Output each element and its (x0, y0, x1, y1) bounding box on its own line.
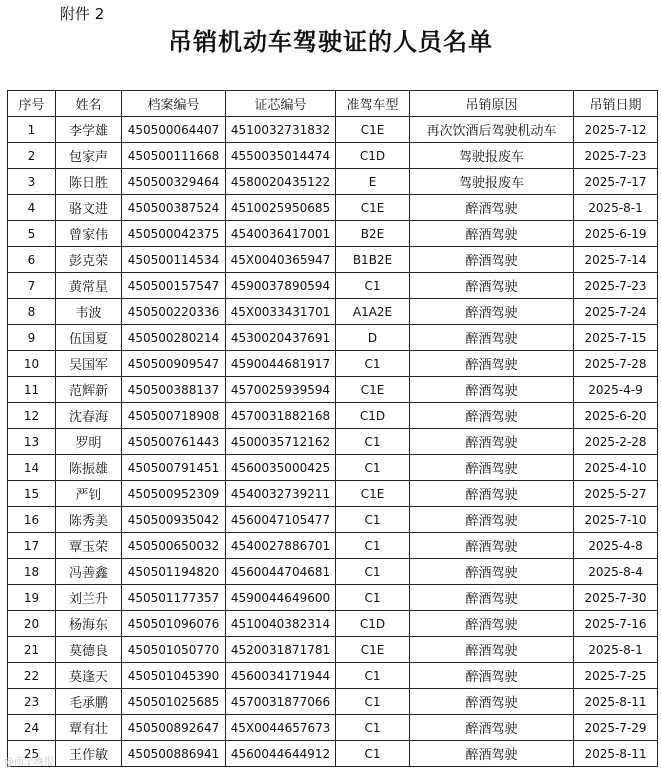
cell-file-number: 450500111668 (122, 143, 226, 169)
cell-chip-number: 4590037890594 (226, 273, 336, 299)
cell-chip-number: 4540027886701 (226, 533, 336, 559)
header-vehicle-class: 准驾车型 (336, 91, 410, 117)
cell-vehicle-class: B1B2E (336, 247, 410, 273)
cell-name: 吴国军 (56, 351, 122, 377)
cell-file-number: 450500886941 (122, 741, 226, 767)
cell-reason: 驾驶报废车 (410, 169, 574, 195)
cell-index: 12 (8, 403, 56, 429)
table-row (8, 559, 658, 585)
cell-index: 8 (8, 299, 56, 325)
cell-vehicle-class: C1 (336, 741, 410, 767)
cell-name: 李学雄 (56, 117, 122, 143)
cell-chip-number: 4580020435122 (226, 169, 336, 195)
table-row (8, 741, 658, 767)
cell-vehicle-class: C1E (336, 195, 410, 221)
cell-chip-number: 4500035712162 (226, 429, 336, 455)
cell-reason: 醉酒驾驶 (410, 403, 574, 429)
table-row (8, 429, 658, 455)
cell-chip-number: 4550035014474 (226, 143, 336, 169)
table-row (8, 533, 658, 559)
cell-date: 2025-7-25 (574, 663, 658, 689)
table-row (8, 715, 658, 741)
cell-vehicle-class: C1E (336, 481, 410, 507)
cell-date: 2025-7-10 (574, 507, 658, 533)
cell-date: 2025-7-23 (574, 143, 658, 169)
cell-reason: 醉酒驾驶 (410, 455, 574, 481)
cell-file-number: 450501050770 (122, 637, 226, 663)
cell-name: 杨海东 (56, 611, 122, 637)
cell-file-number: 450501096076 (122, 611, 226, 637)
cell-file-number: 450500387524 (122, 195, 226, 221)
cell-reason: 醉酒驾驶 (410, 637, 574, 663)
cell-date: 2025-4-10 (574, 455, 658, 481)
cell-date: 2025-2-28 (574, 429, 658, 455)
cell-index: 4 (8, 195, 56, 221)
cell-date: 2025-7-28 (574, 351, 658, 377)
cell-date: 2025-7-24 (574, 299, 658, 325)
cell-reason: 醉酒驾驶 (410, 481, 574, 507)
cell-vehicle-class: C1 (336, 585, 410, 611)
table-row (8, 377, 658, 403)
cell-chip-number: 45X0044657673 (226, 715, 336, 741)
cell-index: 18 (8, 559, 56, 585)
cell-index: 23 (8, 689, 56, 715)
cell-chip-number: 4560044644912 (226, 741, 336, 767)
cell-name: 莫逢天 (56, 663, 122, 689)
header-name: 姓名 (56, 91, 122, 117)
cell-file-number: 450501045390 (122, 663, 226, 689)
cell-vehicle-class: C1 (336, 429, 410, 455)
cell-file-number: 450500791451 (122, 455, 226, 481)
cell-chip-number: 4590044649600 (226, 585, 336, 611)
cell-reason: 驾驶报废车 (410, 143, 574, 169)
cell-name: 黄常星 (56, 273, 122, 299)
cell-vehicle-class: C1D (336, 143, 410, 169)
table-header-row (8, 91, 658, 117)
cell-reason: 醉酒驾驶 (410, 559, 574, 585)
table-row (8, 299, 658, 325)
cell-chip-number: 4570025939594 (226, 377, 336, 403)
cell-name: 彭克荣 (56, 247, 122, 273)
cell-file-number: 450500064407 (122, 117, 226, 143)
cell-vehicle-class: C1E (336, 377, 410, 403)
cell-index: 7 (8, 273, 56, 299)
cell-reason: 再次饮酒后驾驶机动车 (410, 117, 574, 143)
cell-reason: 醉酒驾驶 (410, 325, 574, 351)
cell-index: 22 (8, 663, 56, 689)
table-row (8, 663, 658, 689)
cell-reason: 醉酒驾驶 (410, 715, 574, 741)
cell-reason: 醉酒驾驶 (410, 247, 574, 273)
table-row (8, 689, 658, 715)
cell-file-number: 450500909547 (122, 351, 226, 377)
cell-reason: 醉酒驾驶 (410, 429, 574, 455)
cell-index: 17 (8, 533, 56, 559)
cell-date: 2025-8-1 (574, 637, 658, 663)
cell-file-number: 450501194820 (122, 559, 226, 585)
cell-date: 2025-5-27 (574, 481, 658, 507)
table-row (8, 117, 658, 143)
cell-vehicle-class: C1E (336, 637, 410, 663)
cell-vehicle-class: A1A2E (336, 299, 410, 325)
cell-vehicle-class: C1 (336, 663, 410, 689)
cell-index: 5 (8, 221, 56, 247)
cell-reason: 醉酒驾驶 (410, 299, 574, 325)
cell-vehicle-class: E (336, 169, 410, 195)
cell-chip-number: 4510040382314 (226, 611, 336, 637)
revoked-license-table (7, 90, 658, 767)
cell-index: 16 (8, 507, 56, 533)
cell-name: 韦波 (56, 299, 122, 325)
cell-date: 2025-4-9 (574, 377, 658, 403)
cell-index: 10 (8, 351, 56, 377)
cell-reason: 醉酒驾驶 (410, 221, 574, 247)
cell-index: 9 (8, 325, 56, 351)
cell-index: 2 (8, 143, 56, 169)
table-row (8, 455, 658, 481)
cell-date: 2025-7-29 (574, 715, 658, 741)
table-row (8, 611, 658, 637)
cell-chip-number: 4540032739211 (226, 481, 336, 507)
cell-date: 2025-6-20 (574, 403, 658, 429)
cell-name: 范辉新 (56, 377, 122, 403)
cell-name: 莫德良 (56, 637, 122, 663)
cell-vehicle-class: C1 (336, 689, 410, 715)
table-row (8, 273, 658, 299)
cell-index: 25 (8, 741, 56, 767)
cell-reason: 醉酒驾驶 (410, 741, 574, 767)
cell-file-number: 450500761443 (122, 429, 226, 455)
cell-date: 2025-7-23 (574, 273, 658, 299)
cell-index: 11 (8, 377, 56, 403)
cell-file-number: 450500329464 (122, 169, 226, 195)
cell-file-number: 450500388137 (122, 377, 226, 403)
cell-vehicle-class: B2E (336, 221, 410, 247)
cell-chip-number: 4570031877066 (226, 689, 336, 715)
cell-date: 2025-7-15 (574, 325, 658, 351)
cell-reason: 醉酒驾驶 (410, 533, 574, 559)
cell-vehicle-class: C1 (336, 715, 410, 741)
cell-index: 21 (8, 637, 56, 663)
table-row (8, 403, 658, 429)
header-reason: 吊销原因 (410, 91, 574, 117)
cell-file-number: 450500220336 (122, 299, 226, 325)
cell-index: 6 (8, 247, 56, 273)
table-row (8, 507, 658, 533)
cell-chip-number: 4530020437691 (226, 325, 336, 351)
cell-file-number: 450500280214 (122, 325, 226, 351)
cell-index: 19 (8, 585, 56, 611)
cell-index: 13 (8, 429, 56, 455)
cell-file-number: 450500935042 (122, 507, 226, 533)
cell-file-number: 450500892647 (122, 715, 226, 741)
cell-file-number: 450500718908 (122, 403, 226, 429)
cell-chip-number: 4570031882168 (226, 403, 336, 429)
cell-reason: 醉酒驾驶 (410, 689, 574, 715)
cell-date: 2025-7-17 (574, 169, 658, 195)
cell-name: 曾家伟 (56, 221, 122, 247)
table-row (8, 143, 658, 169)
cell-chip-number: 4520031871781 (226, 637, 336, 663)
cell-reason: 醉酒驾驶 (410, 611, 574, 637)
cell-file-number: 450500650032 (122, 533, 226, 559)
cell-reason: 醉酒驾驶 (410, 351, 574, 377)
cell-name: 严钊 (56, 481, 122, 507)
watermark: @南宁晚报 (4, 757, 54, 768)
table-row (8, 221, 658, 247)
table-row (8, 351, 658, 377)
cell-chip-number: 4510025950685 (226, 195, 336, 221)
header-date: 吊销日期 (574, 91, 658, 117)
cell-index: 3 (8, 169, 56, 195)
document-title: 吊销机动车驾驶证的人员名单 (168, 27, 493, 56)
cell-chip-number: 45X0033431701 (226, 299, 336, 325)
cell-name: 陈振雄 (56, 455, 122, 481)
cell-reason: 醉酒驾驶 (410, 195, 574, 221)
cell-name: 刘兰升 (56, 585, 122, 611)
cell-date: 2025-8-4 (574, 559, 658, 585)
table-row (8, 481, 658, 507)
cell-vehicle-class: C1D (336, 403, 410, 429)
table-row (8, 637, 658, 663)
cell-file-number: 450500114534 (122, 247, 226, 273)
cell-index: 14 (8, 455, 56, 481)
cell-reason: 醉酒驾驶 (410, 663, 574, 689)
header-index: 序号 (8, 91, 56, 117)
cell-chip-number: 4560034171944 (226, 663, 336, 689)
cell-file-number: 450501025685 (122, 689, 226, 715)
cell-name: 毛承鹏 (56, 689, 122, 715)
cell-date: 2025-8-11 (574, 741, 658, 767)
cell-vehicle-class: C1 (336, 455, 410, 481)
cell-reason: 醉酒驾驶 (410, 507, 574, 533)
cell-name: 骆文进 (56, 195, 122, 221)
cell-chip-number: 4560044704681 (226, 559, 336, 585)
cell-index: 20 (8, 611, 56, 637)
table-body (8, 117, 658, 767)
header-chip-number: 证芯编号 (226, 91, 336, 117)
cell-chip-number: 4590044681917 (226, 351, 336, 377)
cell-vehicle-class: C1 (336, 351, 410, 377)
cell-file-number: 450501177357 (122, 585, 226, 611)
attachment-label: 附件 2 (60, 5, 105, 23)
cell-chip-number: 45X0040365947 (226, 247, 336, 273)
cell-date: 2025-8-1 (574, 195, 658, 221)
cell-vehicle-class: C1 (336, 559, 410, 585)
cell-date: 2025-4-8 (574, 533, 658, 559)
cell-name: 覃玉荣 (56, 533, 122, 559)
table-row (8, 195, 658, 221)
cell-chip-number: 4540036417001 (226, 221, 336, 247)
cell-reason: 醉酒驾驶 (410, 273, 574, 299)
cell-file-number: 450500157547 (122, 273, 226, 299)
cell-date: 2025-7-12 (574, 117, 658, 143)
table-row (8, 325, 658, 351)
cell-index: 1 (8, 117, 56, 143)
cell-name: 陈秀美 (56, 507, 122, 533)
cell-reason: 醉酒驾驶 (410, 377, 574, 403)
table-row (8, 585, 658, 611)
cell-date: 2025-6-19 (574, 221, 658, 247)
cell-vehicle-class: C1E (336, 117, 410, 143)
cell-chip-number: 4560047105477 (226, 507, 336, 533)
cell-name: 包家声 (56, 143, 122, 169)
cell-file-number: 450500042375 (122, 221, 226, 247)
cell-name: 冯善鑫 (56, 559, 122, 585)
cell-name: 覃有壮 (56, 715, 122, 741)
table-row (8, 169, 658, 195)
cell-reason: 醉酒驾驶 (410, 585, 574, 611)
cell-vehicle-class: C1 (336, 507, 410, 533)
cell-index: 15 (8, 481, 56, 507)
cell-index: 24 (8, 715, 56, 741)
cell-vehicle-class: D (336, 325, 410, 351)
cell-date: 2025-7-14 (574, 247, 658, 273)
cell-name: 伍国夏 (56, 325, 122, 351)
cell-vehicle-class: C1 (336, 533, 410, 559)
cell-name: 王作敏 (56, 741, 122, 767)
cell-date: 2025-7-30 (574, 585, 658, 611)
cell-date: 2025-7-16 (574, 611, 658, 637)
cell-name: 沈春海 (56, 403, 122, 429)
cell-vehicle-class: C1D (336, 611, 410, 637)
cell-name: 罗明 (56, 429, 122, 455)
header-file-number: 档案编号 (122, 91, 226, 117)
table-row (8, 247, 658, 273)
cell-date: 2025-8-11 (574, 689, 658, 715)
cell-file-number: 450500952309 (122, 481, 226, 507)
cell-chip-number: 4560035000425 (226, 455, 336, 481)
cell-name: 陈日胜 (56, 169, 122, 195)
cell-chip-number: 4510032731832 (226, 117, 336, 143)
cell-vehicle-class: C1 (336, 273, 410, 299)
